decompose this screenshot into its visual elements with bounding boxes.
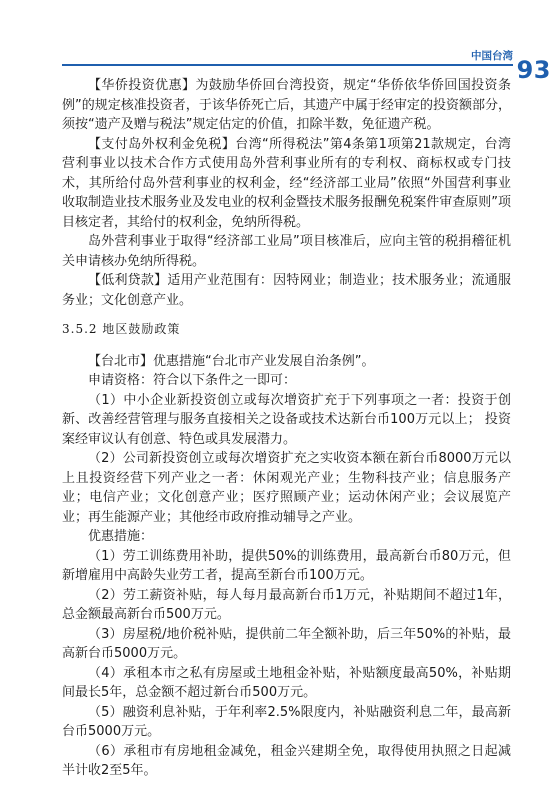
paragraph-incentive-1: （1）劳工训练费用补助，提供50%的训练费用，最高新台币80万元，但新增雇用中高龄失业劳工者，提高至新台币100万元。 [62, 548, 511, 583]
paragraph-eligibility: 申请资格：符合以下条件之一即可： [88, 373, 297, 388]
paragraph-incentives-heading: 优惠措施： [88, 529, 154, 544]
paragraph-incentive-2: （2）劳工薪资补贴，每人每月最高新台币1万元，补贴期间不超过1年，总金额最高新台币500万元。 [62, 587, 511, 622]
paragraph-incentive-3: （3）房屋税/地价税补贴，提供前二年全额补助，后三年50%的补贴，最高新台币5000万元。 [62, 626, 511, 661]
paragraph-royalty-tax-exemption: 【支付岛外权利金免税】台湾“所得税法”第4条第1项第21款规定，台湾营利事业以技术合作方式使用岛外营利事业所有的专利权、商标权或专门技术，其所给付岛外营利事业的权利金，经“经济部工业局”依照“外国营利事业收取制造业技术服务业及发电业的权利金暨技术服务报酬免税案件审查原则”项目核定者，其给付的权利金，免纳所得税。 [62, 136, 511, 230]
running-header-title: 中国台湾 [471, 50, 513, 62]
page-number: 93 [516, 56, 551, 84]
section-heading: 3.5.2 地区鼓励政策 [62, 322, 181, 336]
paragraph-application-procedure: 岛外营利事业于取得“经济部工业局”项目核准后，应向主管的税捐稽征机关申请核办免纳所得税。 [62, 234, 511, 269]
paragraph-eligibility-item-2: （2）公司新投资创立或每次增资扩充之实收资本额在新台币8000万元以上且投资经营下列产业之一者：休闲观光产业；生物科技产业；信息服务产业；电信产业；文化创意产业；医疗照顾产业；运动休闲产业；会议展览产业；再生能源产业；其他经市政府推动辅导之产业。 [62, 451, 511, 525]
paragraph-low-interest-loans: 【低利贷款】适用产业范围有：因特网业；制造业；技术服务业；流通服务业；文化创意产业。 [62, 273, 511, 308]
paragraph-overseas-chinese-investment: 【华侨投资优惠】为鼓励华侨回台湾投资，规定“华侨依华侨回国投资条例”的规定核准投资者，于该华侨死亡后，其遗产中属于经审定的投资额部分，须按“遗产及赠与税法”规定估定的价值，扣除半数，免征遗产税。 [62, 78, 511, 132]
page-body [62, 76, 511, 781]
paragraph-incentive-5: （5）融资利息补贴，于年利率2.5%限度内，补贴融资利息二年，最高新台币5000万元。 [62, 704, 511, 739]
paragraph-eligibility-item-1: （1）中小企业新投资创立或每次增资扩充于下列事项之一者：投资于创新、改善经营管理与服务直接相关之设备或技术达新台币100万元以上； 投资案经审议认有创意、特色或具发展潜力。 [62, 392, 511, 447]
paragraph-taipei-measures: 【台北市】优惠措施“台北市产业发展自治条例”。 [88, 353, 375, 369]
header-rule [62, 64, 513, 66]
paragraph-incentive-6: （6）承租市有房地租金减免，租金兴建期全免，取得使用执照之日起减半计收2至5年。 [62, 743, 511, 778]
page-header [0, 0, 559, 84]
paragraph-incentive-4: （4）承租本市之私有房屋或土地租金补贴，补贴额度最高50%，补贴期间最长5年，总金额不超过新台币500万元。 [62, 665, 511, 700]
